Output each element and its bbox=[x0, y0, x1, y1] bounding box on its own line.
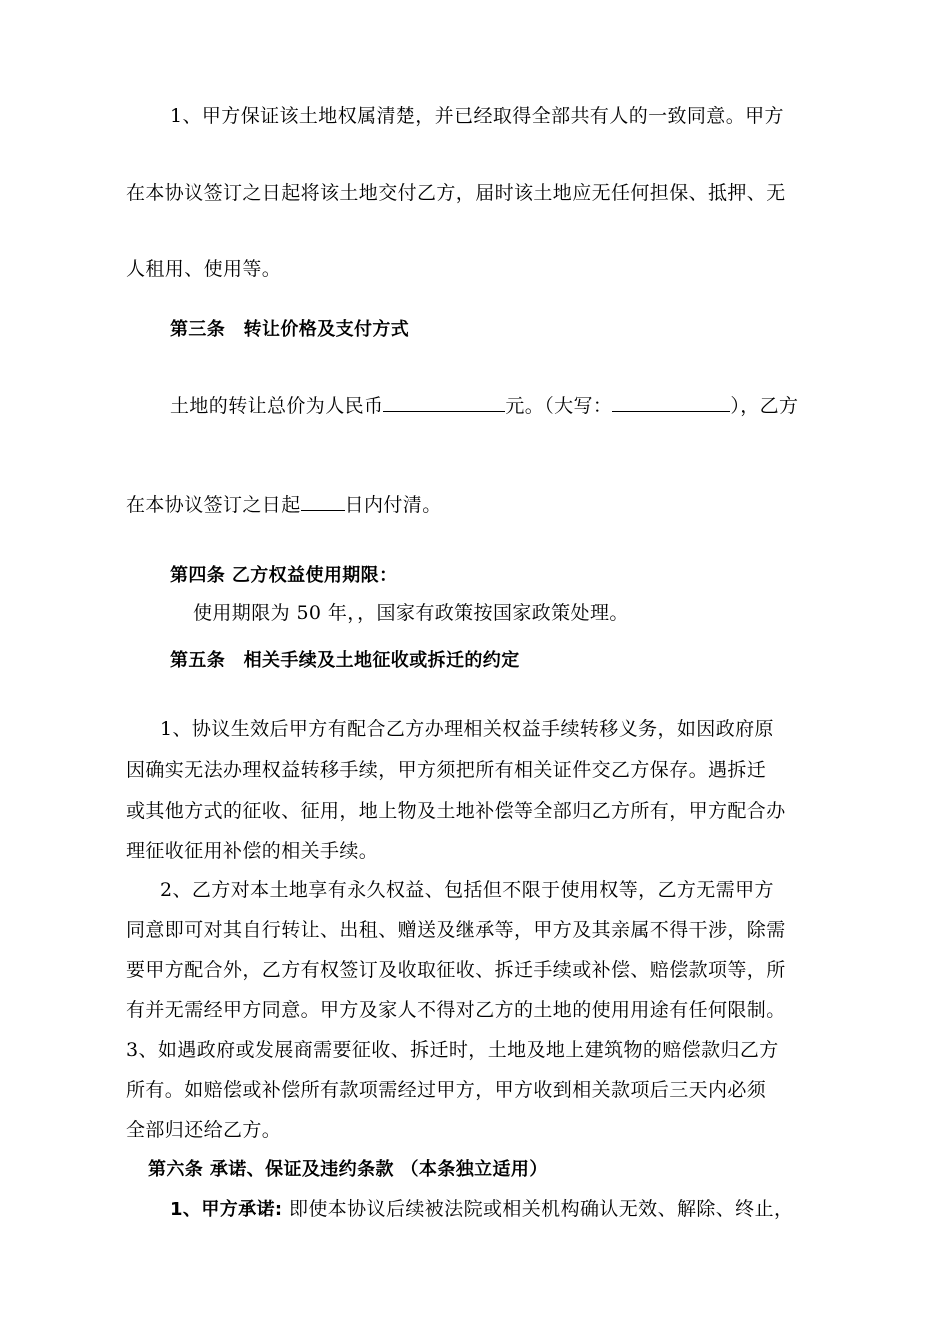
clause2-line-1: 1、甲方保证该土地权属清楚，并已经取得全部共有人的一致同意。甲方 bbox=[170, 105, 784, 127]
clause5-line: 因确实无法办理权益转移手续，甲方须把所有相关证件交乙方保存。遇拆迁 bbox=[126, 759, 767, 781]
clause5-line: 3、如遇政府或发展商需要征收、拆迁时，土地及地上建筑物的赔偿款归乙方 bbox=[126, 1039, 779, 1061]
clause6-sub1-label: 1、甲方承诺: bbox=[170, 1199, 283, 1220]
payment-days-blank[interactable] bbox=[301, 492, 345, 511]
payment-label: 在本协议签订之日起 bbox=[126, 494, 301, 516]
clause5-line: 同意即可对其自行转让、出租、赠送及继承等，甲方及其亲属不得干涉，除需 bbox=[126, 919, 786, 941]
clause5-line: 要甲方配合外，乙方有权签订及收取征收、拆迁手续或补偿、赔偿款项等，所 bbox=[126, 959, 786, 981]
clause3-payment-line bbox=[126, 492, 442, 518]
price-uppercase-label: 元。（大写： bbox=[505, 395, 613, 417]
clause6-sub1-text: 即使本协议后续被法院或相关机构确认无效、解除、终止， bbox=[282, 1198, 794, 1220]
price-tail: ），乙方 bbox=[730, 395, 799, 417]
price-uppercase-blank[interactable] bbox=[612, 393, 730, 412]
payment-tail: 日内付清。 bbox=[344, 494, 442, 516]
price-blank[interactable] bbox=[383, 393, 505, 412]
clause6-heading: 第六条 承诺、保证及违约条款 （本条独立适用） bbox=[148, 1159, 548, 1180]
clause5-line: 1、协议生效后甲方有配合乙方办理相关权益手续转移义务，如因政府原 bbox=[160, 718, 774, 740]
price-label: 土地的转让总价为人民币 bbox=[170, 395, 384, 417]
clause3-price-line bbox=[170, 393, 798, 419]
clause5-line: 或其他方式的征收、征用，地上物及土地补偿等全部归乙方所有，甲方配合办 bbox=[126, 800, 786, 822]
clause5-line: 全部归还给乙方。 bbox=[126, 1119, 282, 1141]
clause2-line-3: 人租用、使用等。 bbox=[126, 258, 282, 280]
clause5-line: 2、乙方对本土地享有永久权益、包括但不限于使用权等，乙方无需甲方 bbox=[160, 879, 774, 901]
clause4-heading: 第四条 乙方权益使用期限： bbox=[170, 565, 398, 586]
clause5-line: 有并无需经甲方同意。甲方及家人不得对乙方的土地的使用用途有任何限制。 bbox=[126, 999, 786, 1021]
clause6-sub1 bbox=[170, 1196, 793, 1223]
clause4-body: 使用期限为 50 年，，国家有政策按国家政策处理。 bbox=[193, 602, 629, 624]
clause5-heading: 第五条 相关手续及土地征收或拆迁的约定 bbox=[170, 650, 520, 671]
clause3-heading: 第三条 转让价格及支付方式 bbox=[170, 319, 410, 340]
clause5-line: 所有。如赔偿或补偿所有款项需经过甲方，甲方收到相关款项后三天内必须 bbox=[126, 1079, 767, 1101]
clause5-line: 理征收征用补偿的相关手续。 bbox=[126, 840, 379, 862]
clause2-line-2: 在本协议签订之日起将该土地交付乙方，届时该土地应无任何担保、抵押、无 bbox=[126, 182, 786, 204]
